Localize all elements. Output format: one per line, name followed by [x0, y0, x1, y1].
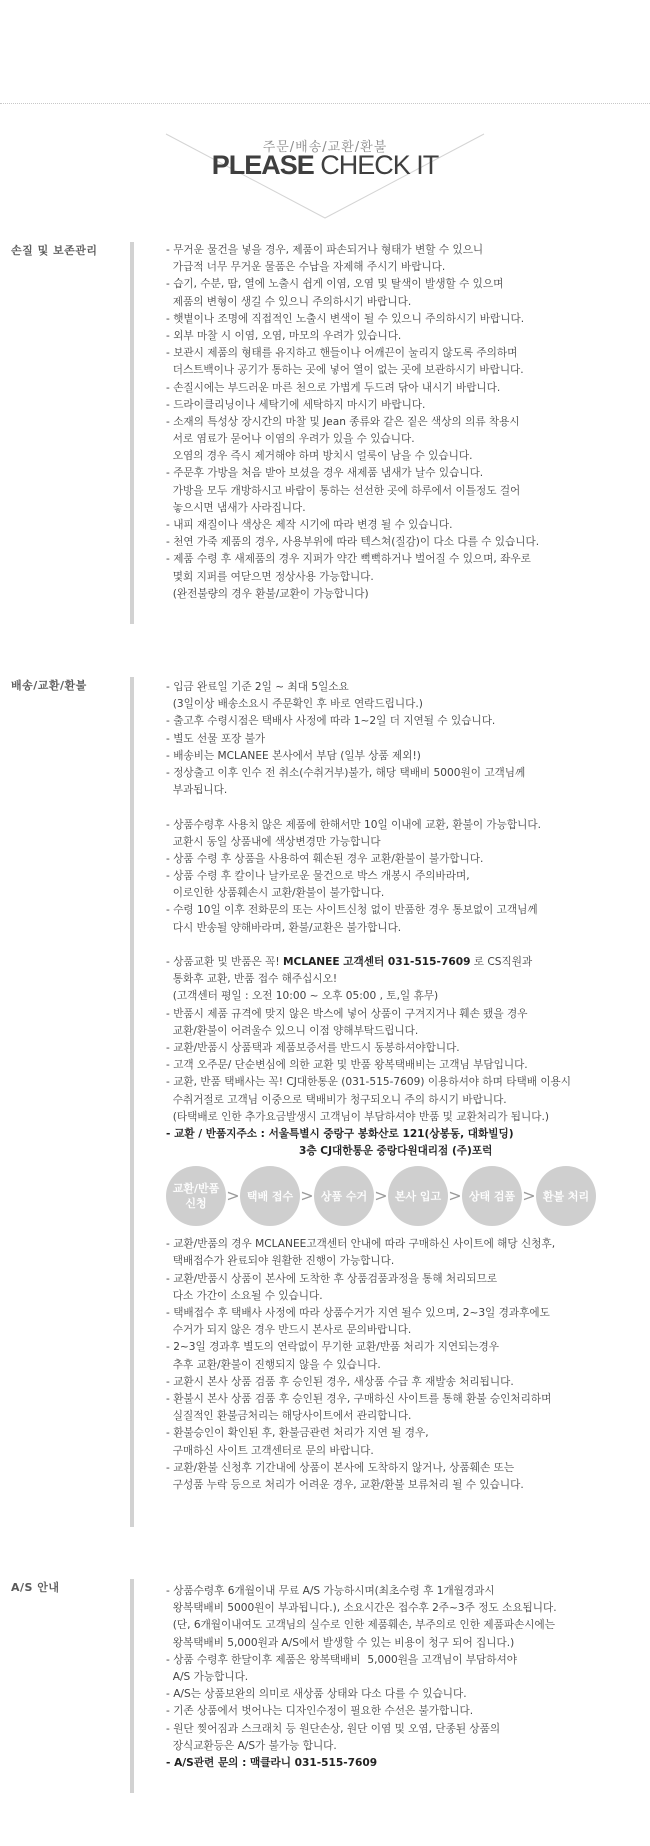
delivery-list-item: 교환/환불이 어려울수 있으니 이점 양해부탁드립니다. [166, 1024, 419, 1037]
as-list-item: - A/S는 상품보완의 의미로 새상품 상태와 다소 다를 수 있습니다. [166, 1688, 467, 1701]
flow-arrow-icon: > [374, 1186, 388, 1206]
delivery-list-item: - 반품시 제품 규격에 맞지 않은 박스에 넣어 상품이 구겨지거나 훼손 됐을 경우 [166, 1007, 528, 1020]
section-bar-as [130, 1579, 134, 1793]
cs-suffix: 로 CS직원과 [470, 956, 533, 968]
care-list-item: - 주문후 가방을 처음 받아 보셨을 경우 새제품 냄새가 날수 있습니다. [166, 467, 484, 480]
care-list-item: - 보관시 제품의 형태를 유지하고 핸들이나 어깨끈이 눌리지 않도록 주의하며 [166, 347, 518, 360]
care-list-item: 더스트백이나 공기가 통하는 곳에 넣어 열이 없는 곳에 보관하시기 바랍니다. [166, 364, 524, 377]
as-list-item: - 상품수령후 6개월이내 무료 A/S 가능하시며(최초수령 후 1개월경과시 [166, 1585, 495, 1597]
care-list-item: - 외부 마찰 시 이염, 오염, 마모의 우려가 있습니다. [166, 329, 402, 342]
delivery-list-item: 교환시 동일 상품내에 색상변경만 가능합니다 [166, 835, 381, 848]
care-list-item: (완전불량의 경우 환불/교환이 가능합니다) [166, 587, 369, 600]
delivery-list-item: - 상품 수령 후 상품을 사용하여 훼손된 경우 교환/환불이 불가합니다. [166, 852, 484, 865]
section-label-delivery: 배송/교환/환불 [11, 679, 87, 692]
flow-step [462, 1166, 522, 1226]
flow-arrow-icon: > [300, 1186, 314, 1206]
care-list-item: 제품의 변형이 생길 수 있으니 주의하시기 바랍니다. [166, 295, 412, 308]
flow-step-label: 상품 수거 [320, 1189, 368, 1203]
delivery-list-item: - 고객 오주문/ 단순변심에 의한 교환 및 반품 왕복택배비는 고객님 부담입니다. [166, 1059, 528, 1072]
header-subtitle: 주문/배송/교환/환불 [262, 140, 388, 155]
section-label-as: A/S 안내 [11, 1581, 60, 1594]
as-list-item: 왕복택배비 5,000원과 A/S에서 발생할 수 있는 비용이 청구 되어 집니다.) [166, 1636, 515, 1649]
delivery-list-item: 수거가 되지 않은 경우 반드시 본사로 문의바랍니다. [166, 1324, 412, 1337]
flow-step-label: 택배 접수 [246, 1189, 294, 1203]
page-title [0, 150, 650, 181]
delivery-list-item: - 교환/반품시 상품택과 제품보증서를 반드시 동봉하셔야합니다. [166, 1041, 460, 1054]
flow-step [314, 1166, 374, 1226]
care-list-item: 서로 염료가 묻어나 이염의 우려가 있을 수 있습니다. [166, 433, 415, 446]
delivery-list-item: - 상품수령후 사용치 않은 제품에 한해서만 10일 이내에 교환, 환불이 가능합니다. [166, 818, 541, 831]
as-list-item: - 상품 수령후 한달이후 제품은 왕복택배비 5,000원을 고객님이 부담하셔야 [166, 1653, 517, 1666]
section-bar-care [130, 242, 134, 624]
as-list-item: (단, 6개월이내여도 고객님의 실수로 인한 제품훼손, 부주의로 인한 제품파손시에는 [166, 1619, 555, 1632]
flow-step [536, 1166, 596, 1226]
delivery-list-item: - 교환, 반품 택배사는 꼭! CJ대한통운 (031-515-7609) 이용하셔야 하며 타택배 이용시 [166, 1076, 572, 1089]
delivery-list-item: - 수령 10일 이후 전화문의 또는 사이트신청 없이 반품한 경우 통보없이 고객님께 [166, 904, 538, 917]
delivery-list-item: 다소 가간이 소요될 수 있습니다. [166, 1289, 323, 1302]
delivery-group-processing [166, 1236, 646, 1494]
title-bold: PLEASE [211, 150, 314, 180]
flow-arrow-icon: > [448, 1186, 462, 1206]
delivery-list-item: - 별도 선물 포장 불가 [166, 732, 266, 745]
header-chevron-frame [0, 0, 650, 230]
care-list [166, 242, 646, 603]
flow-arrow-icon: > [522, 1186, 536, 1206]
section-bar-delivery [130, 677, 134, 1527]
flow-step-label: 본사 입고 [394, 1189, 442, 1203]
delivery-list-item: - 입금 완료일 기준 2일 ~ 최대 5일소요 [166, 681, 349, 693]
cs-prefix: - 상품교환 및 반품은 꼭! [166, 956, 284, 968]
delivery-list-item: - 출고후 수령시점은 택배사 사정에 따라 1~2일 더 지연될 수 있습니다. [166, 715, 496, 728]
section-label-care: 손질 및 보존관리 [11, 244, 98, 257]
delivery-list-item: - 교환/반품시 상품이 본사에 도착한 후 상품검품과정을 통해 처리되므로 [166, 1272, 498, 1285]
return-address-line2: 3층 CJ대한통운 중랑다원대리점 (주)포럭 [299, 1145, 493, 1158]
as-list-item: - 기존 상품에서 벗어나는 디자인수정이 필요한 수선은 불가합니다. [166, 1705, 474, 1718]
flow-step [240, 1166, 300, 1226]
delivery-list-item: 수취거절로 고객님 이중으로 택배비가 청구되오니 주의 하시기 바랍니다. [166, 1093, 507, 1106]
as-list-item: 장식교환등은 A/S가 불가능 합니다. [166, 1739, 337, 1752]
care-list-item: - 습기, 수분, 땀, 열에 노출시 쉽게 이염, 오염 및 탈색이 발생할 수 있으며 [166, 278, 504, 291]
title-light: CHECK IT [313, 150, 439, 180]
flow-step-label: 환불 처리 [542, 1189, 590, 1203]
flow-step [166, 1166, 226, 1226]
care-list-item: - 드라이클리닝이나 세탁기에 세탁하지 마시기 바랍니다. [166, 398, 426, 411]
delivery-list-item: 부과됩니다. [166, 784, 228, 797]
care-list-item: - 햇볕이나 조명에 직접적인 노출시 변색이 될 수 있으니 주의하시기 바랍니다. [166, 312, 525, 325]
section-body-delivery [166, 679, 646, 1494]
return-address-line1: - 교환 / 반품지주소 : 서울특별시 중랑구 봉화산로 121(상봉동, 대화빌딩) [166, 1127, 514, 1140]
delivery-list-item: (타택배로 인한 추가요금발생시 고객님이 부담하셔야 반품 및 교환처리가 됩니다.) [166, 1110, 550, 1123]
flow-step-label: 교환/반품 신청 [172, 1182, 220, 1211]
return-flow-diagram [166, 1166, 646, 1226]
delivery-list-item: - 정상출고 이후 인수 전 취소(수취거부)불가, 해당 택배비 5000원이 고객님께 [166, 766, 526, 779]
care-list-item: 오염의 경우 즉시 제거해야 하며 방치시 얼룩이 남을 수 있습니다. [166, 450, 473, 463]
as-contact: - A/S관련 문의 : 맥클라니 031-515-7609 [166, 1756, 378, 1769]
care-list-item: - 제품 수령 후 새제품의 경우 지퍼가 약간 뻑뻑하거나 벌어질 수 있으며, 좌우로 [166, 553, 531, 566]
delivery-list-item: - 택배접수 후 택배사 사정에 따라 상품수거가 지연 될수 있으며, 2~3일 경과후에도 [166, 1307, 550, 1319]
delivery-group-exchange-rules [166, 817, 646, 937]
as-list-item: 왕복택배비 5000원이 부과됩니다.), 소요시간은 접수후 2주~3주 정도 소요됩니다. [166, 1602, 557, 1615]
section-body-as [166, 1583, 646, 1772]
flow-arrow-icon: > [226, 1186, 240, 1206]
care-list-item: - 손질시에는 부드러운 마른 천으로 가볍게 두드려 닦아 내시기 바랍니다. [166, 381, 501, 394]
delivery-list-item: (고객센터 평일 : 오전 10:00 ~ 오후 05:00 , 토,일 휴무) [166, 990, 439, 1003]
delivery-list-item: 실질적인 환불금처리는 해당사이트에서 관리합니다. [166, 1410, 412, 1423]
care-list-item: 몇회 지퍼를 여닫으면 정상사용 가능합니다. [166, 570, 374, 583]
delivery-list-item: - 교환시 본사 상품 검품 후 승인된 경우, 새상품 수급 후 재발송 처리됩니다. [166, 1375, 514, 1388]
as-list-item: - 원단 찢어짐과 스크래치 등 원단손상, 원단 이염 및 오염, 단종된 상품의 [166, 1722, 501, 1735]
care-list-item: 놓으시면 냄새가 사라집니다. [166, 501, 306, 514]
cs-line [166, 954, 646, 971]
as-list [166, 1583, 646, 1755]
delivery-list-item: - 상품 수령 후 칼이나 날카로운 물건으로 박스 개봉시 주의바라며, [166, 870, 470, 883]
delivery-list-item: - 교환/환불 신청후 기간내에 상품이 본사에 도착하지 않거나, 상품훼손 또는 [166, 1461, 515, 1474]
delivery-group-shipping [166, 679, 646, 799]
delivery-list-item: 이로인한 상품훼손시 교환/환불이 불가합니다. [166, 887, 385, 900]
care-list-item: - 무거운 물건을 넣을 경우, 제품이 파손되거나 형태가 변할 수 있으니 [166, 244, 484, 256]
delivery-list-item: - 환불승인이 확인된 후, 환불금관련 처리가 지연 될 경우, [166, 1427, 429, 1440]
delivery-list-item: (3일이상 배송소요시 주문확인 후 바로 연락드립니다.) [166, 698, 423, 711]
care-list-item: - 내피 재질이나 색상은 제작 시기에 따라 변경 될 수 있습니다. [166, 519, 453, 531]
delivery-list-item: 구성품 누락 등으로 처리가 어려운 경우, 교환/환불 보류처리 될 수 있습니다. [166, 1478, 524, 1491]
care-list-item: - 천연 가죽 제품의 경우, 사용부위에 따라 텍스쳐(질감)이 다소 다를 수 있습니다. [166, 536, 540, 549]
delivery-list-item: 다시 반송될 양해바라며, 환불/교환은 불가합니다. [166, 921, 402, 934]
delivery-list-item: - 배송비는 MCLANEE 본사에서 부담 (일부 상품 제외!) [166, 749, 421, 762]
flow-step-label: 상태 검품 [468, 1189, 516, 1203]
care-list-item: 가방을 모두 개방하시고 바람이 통하는 선선한 곳에 하루에서 이틀정도 걸어 [166, 484, 521, 497]
flow-step [388, 1166, 448, 1226]
delivery-list-item: 추후 교환/환불이 진행되지 않을 수 있습니다. [166, 1358, 381, 1371]
delivery-list-item: - 2~3일 경과후 별도의 연락없이 무기한 교환/반품 처리가 지연되는경우 [166, 1341, 499, 1354]
delivery-list-item: 택배접수가 완료되야 원활한 진행이 가능합니다. [166, 1255, 395, 1268]
delivery-list-item: - 환불시 본사 상품 검품 후 승인된 경우, 구매하신 사이트를 통해 환불 승인처리하며 [166, 1392, 552, 1405]
cs-phone: MCLANEE 고객센터 031-515-7609 [283, 956, 471, 968]
as-list-item: A/S 가능합니다. [166, 1670, 249, 1683]
care-list-item: - 소재의 특성상 장시간의 마찰 및 Jean 종류와 같은 짙은 색상의 의류 착용시 [166, 415, 520, 428]
care-list-item: 가급적 너무 무거운 물품은 수납을 자제해 주시기 바랍니다. [166, 261, 446, 274]
delivery-group-return-process [166, 971, 646, 1126]
delivery-list-item: 통화후 교환, 반품 접수 해주십시오! [166, 973, 338, 986]
delivery-list-item: 구매하신 사이트 고객센터로 문의 바랍니다. [166, 1444, 374, 1457]
delivery-list-item: - 교환/반품의 경우 MCLANEE고객센터 안내에 따라 구매하신 사이트에 해당 신청후, [166, 1238, 556, 1251]
section-body-care [166, 242, 646, 603]
